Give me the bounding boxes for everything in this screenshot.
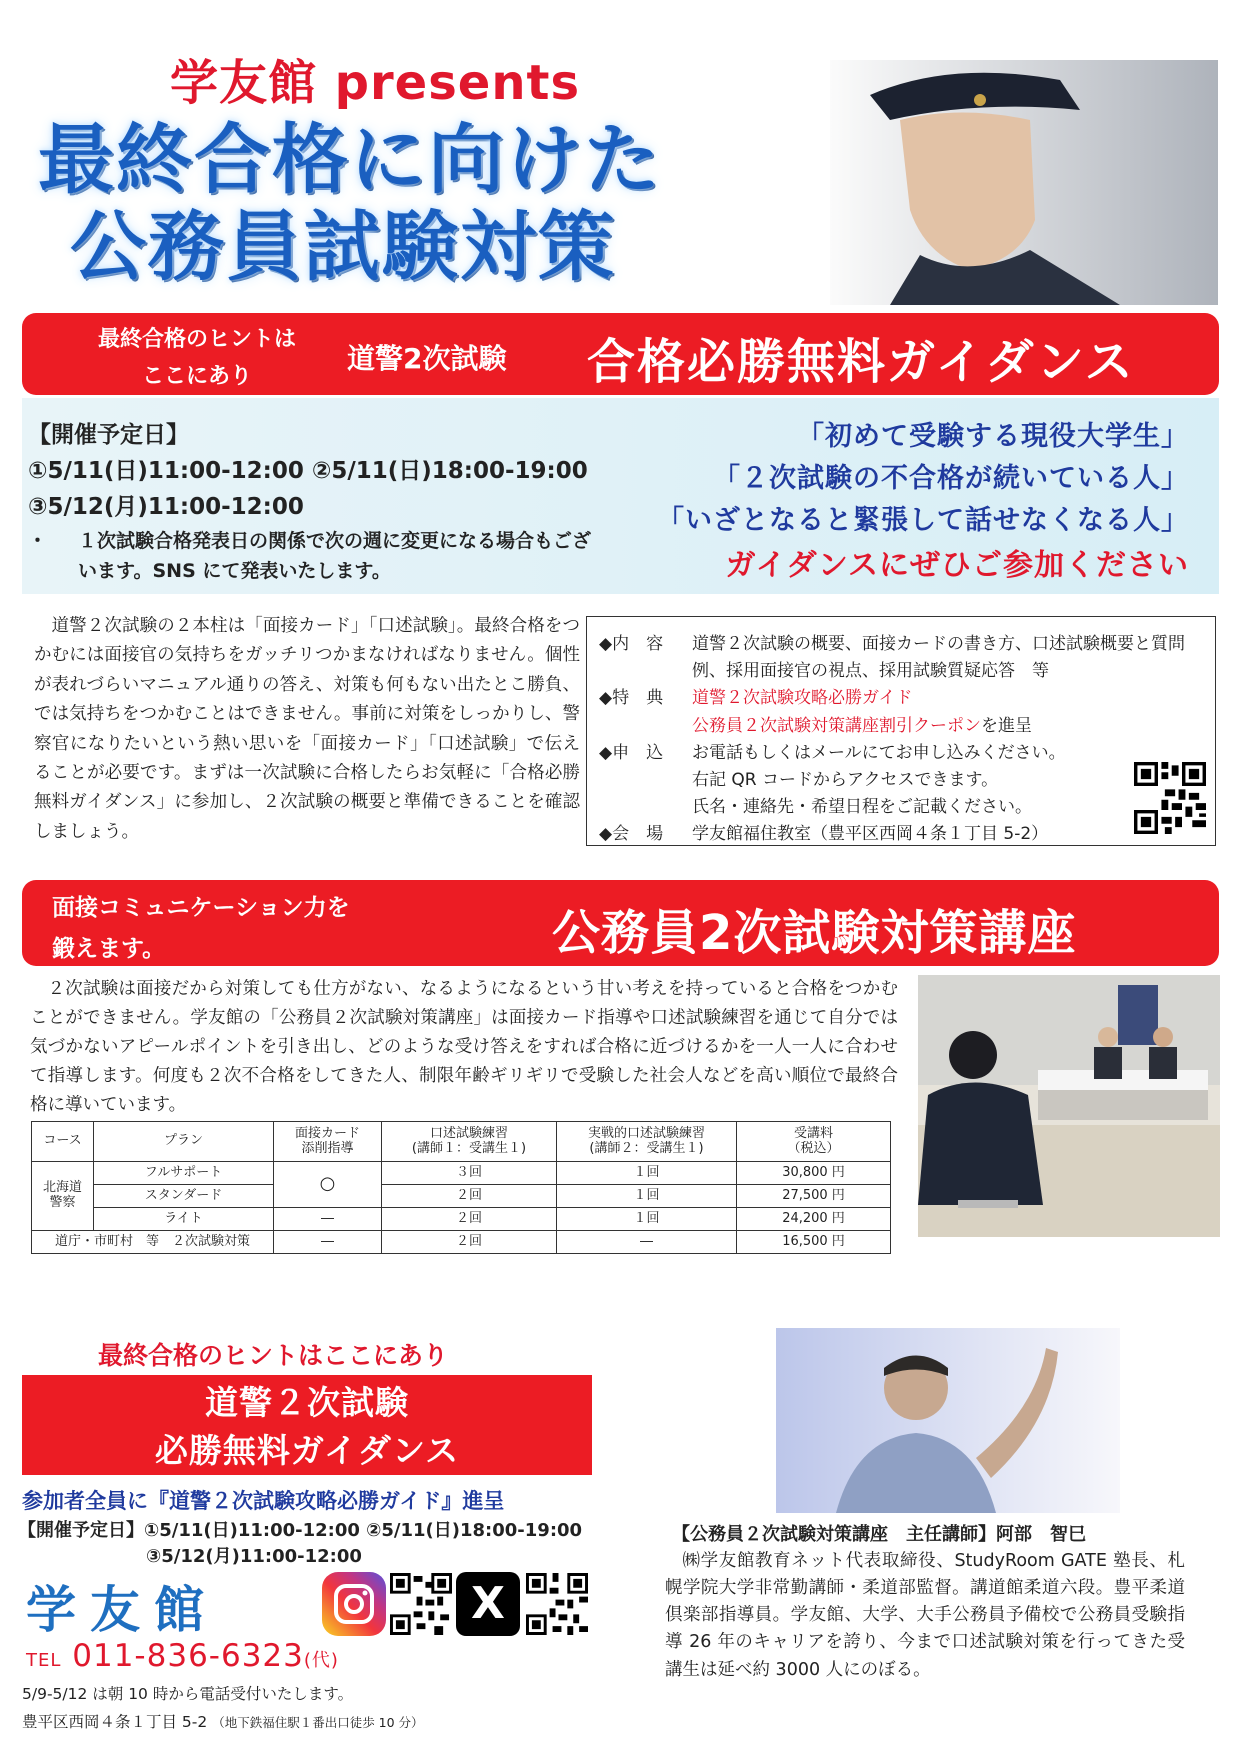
oral-count: ２回 (382, 1231, 557, 1254)
x-twitter-icon[interactable]: X (456, 1572, 520, 1636)
plan-name: スタンダード (94, 1185, 274, 1208)
oral-count: ２回 (382, 1185, 557, 1208)
oral-count: ３回 (382, 1162, 557, 1185)
schedule-panel (22, 398, 1219, 594)
apply-line-3: 氏名・連絡先・希望日程をご記載ください。 (692, 797, 1032, 818)
info-label-apply: ◆申 込 (599, 742, 664, 763)
card-included: ― (274, 1231, 382, 1254)
schedule-dates-2: ③5/12(月)11:00-12:00 (28, 494, 304, 520)
presents-title: 学友館 presents (169, 55, 581, 111)
tel-prefix: TEL (26, 1650, 62, 1671)
table-row (32, 1162, 891, 1185)
instagram-qr-icon[interactable] (390, 1573, 452, 1635)
th-plan: プラン (94, 1122, 274, 1162)
table-row (32, 1208, 891, 1231)
th-fee: 受講料 （税込） (737, 1122, 891, 1162)
police-officer-photo (830, 60, 1218, 305)
info-value-venue: 学友館福住教室（豊平区西岡４条１丁目 5-2） (692, 824, 1049, 845)
guidance-banner-tagline: 最終合格のヒントは ここにあり (97, 327, 296, 390)
guidance-info-box (586, 616, 1216, 846)
course-banner-title: 公務員2次試験対策講座 (552, 905, 1077, 961)
course-paragraph: ２次試験は面接だから対策しても仕方がない、なるようになるという甘い考えを持っていると合格をつかむことができません。学友館の「公務員２次試験対策講座」は面接カード指導や口述試験練習を通じて自分では気づかないアピールポイントを引き出し、どのような受け答えをすれば合格に近づけるかを一人一人に合わせて指導します。何度も２次不合格をしてきた人、制限年齢ギリギリで受験した社会人などを高い順位で最終合格に導いています。 (30, 979, 898, 1116)
plan-name: ライト (94, 1208, 274, 1231)
guidance-banner-exam: 道警2次試験 (347, 342, 507, 375)
info-label-content: ◆内 容 (599, 634, 664, 654)
lecturer-photo (776, 1328, 1120, 1513)
schedule-note (28, 526, 603, 587)
application-qr-icon[interactable] (1134, 762, 1206, 834)
apply-line-2: 右記 QR コードからアクセスできます。 (692, 769, 999, 790)
tel-suffix: (代) (303, 1650, 339, 1671)
tel-number: 011-836-6323 (72, 1638, 304, 1674)
schedule-heading: 【開催予定日】 (28, 422, 189, 448)
bottom-gift: 参加者全員に『道警２次試験攻略必勝ガイド』進呈 (22, 1489, 505, 1513)
target-1: 「初めて受験する現役大学生」 (797, 421, 1189, 452)
phone-note: 5/9-5/12 は朝 10 時から電話受付いたします。 (22, 1685, 354, 1703)
fee: 24,200 円 (737, 1208, 891, 1231)
card-included: ― (274, 1208, 382, 1231)
plan-name: 道庁・市町村 等 ２次試験対策 (32, 1231, 274, 1254)
real-count: １回 (557, 1185, 737, 1208)
gakuyukan-logo: 学友館 (26, 1581, 218, 1639)
target-3: 「いざとなると緊張して話せなくなる人」 (657, 505, 1189, 536)
schedule-dates-1: ①5/11(日)11:00-12:00 ②5/11(日)18:00-19:00 (28, 458, 588, 484)
table-row (32, 1185, 891, 1208)
bottom-guidance-title: 道警２次試験 必勝無料ガイダンス (22, 1375, 592, 1475)
address-access: （地下鉄福住駅１番出口徒歩 10 分） (212, 1715, 424, 1730)
note-bullet: ・ (28, 530, 48, 552)
real-count: ― (557, 1231, 737, 1254)
th-card: 面接カード 添削指導 (274, 1122, 382, 1162)
lecturer-caption: 【公務員２次試験対策講座 主任講師】阿部 智巳 (672, 1524, 1086, 1545)
fee: 30,800 円 (737, 1162, 891, 1185)
phone-number[interactable] (26, 1638, 339, 1674)
guidance-cta: ガイダンスにぜひご参加ください (725, 548, 1189, 583)
benefit-guide: 道警２次試験攻略必勝ガイド (692, 688, 913, 709)
oral-count: ２回 (382, 1208, 557, 1231)
card-included: ○ (274, 1162, 382, 1208)
guidance-banner-title: 合格必勝無料ガイダンス (587, 334, 1135, 390)
benefit-coupon: 公務員２次試験対策講座割引クーポン (692, 715, 981, 736)
bottom-hint: 最終合格のヒントはここにあり (98, 1341, 449, 1370)
schedule-note-text: １次試験合格発表日の関係で次の週に変更になる場合もございます。SNS にて発表いたします。 (78, 530, 592, 583)
intro-paragraph: 道警２次試験の２本柱は「面接カード」「口述試験」。最終合格をつかむには面接官の気持ちをガッチリつかまなければなりません。個性が表れづらいマニュアル通りの答え、対策も何もない出たとこ勝負、では気持ちをつかむことはできません。事前に対策をしっかりし、警察官になりたいという熱い思いを「面接カード」「口述試験」で伝えることが必要です。まずは一次試験に合格したらお気軽に「合格必勝無料ガイダンス」に参加し、２次試験の概要と準備できることを確認しましょう。 (34, 616, 580, 842)
interview-practice-photo (918, 975, 1220, 1237)
th-oral: 口述試験練習 (講師１：受講生１) (382, 1122, 557, 1162)
x-qr-icon[interactable] (526, 1573, 588, 1635)
bottom-dates-2: ③5/12(月)11:00-12:00 (146, 1546, 362, 1567)
th-course: コース (32, 1122, 94, 1162)
info-label-benefit: ◆特 典 (599, 688, 664, 709)
apply-line-1: お電話もしくはメールにてお申し込みください。 (692, 742, 1066, 763)
address-text: 豊平区西岡４条１丁目 5-2 (22, 1713, 208, 1731)
th-real: 実戦的口述試験練習 (講師２：受講生１) (557, 1122, 737, 1162)
info-value-content: 道警２次試験の概要、面接カードの書き方、口述試験概要と質問例、採用面接官の視点、採用試験質疑応答 等 (692, 634, 1185, 682)
fee: 16,500 円 (737, 1231, 891, 1254)
course-banner (22, 880, 1219, 966)
lecturer-profile: ㈱学友館教育ネット代表取締役、StudyRoom GATE 塾長、札幌学院大学非常勤講師・柔道部監督。講道館柔道六段。豊平柔道倶楽部指導員。学友館、大学、大手公務員予備校で公務員受験指導 26 年のキャリアを誇り、今まで口述試験対策を行ってきた受講生は延べ約 3000 人にのぼる。 (665, 1551, 1185, 1680)
target-2: 「２次試験の不合格が続いている人」 (713, 463, 1189, 494)
instagram-icon[interactable] (322, 1572, 386, 1636)
course-banner-tagline: 面接コミュニケーション力を 鍛えます。 (52, 895, 350, 963)
main-title-line1: 最終合格に向けた (38, 115, 662, 204)
address (22, 1710, 424, 1732)
guidance-banner (22, 313, 1219, 395)
course-fee-table (31, 1121, 891, 1254)
bottom-dates-1: 【開催予定日】①5/11(日)11:00-12:00 ②5/11(日)18:00-19:00 (18, 1520, 583, 1541)
fee: 27,500 円 (737, 1185, 891, 1208)
real-count: １回 (557, 1162, 737, 1185)
plan-name: フルサポート (94, 1162, 274, 1185)
main-title-line2: 公務員試験対策 (70, 202, 616, 291)
table-row (32, 1231, 891, 1254)
benefit-suffix: を進呈 (981, 715, 1032, 736)
info-label-venue: ◆会 場 (599, 824, 664, 845)
real-count: １回 (557, 1208, 737, 1231)
course-group-police: 北海道 警察 (32, 1162, 94, 1231)
